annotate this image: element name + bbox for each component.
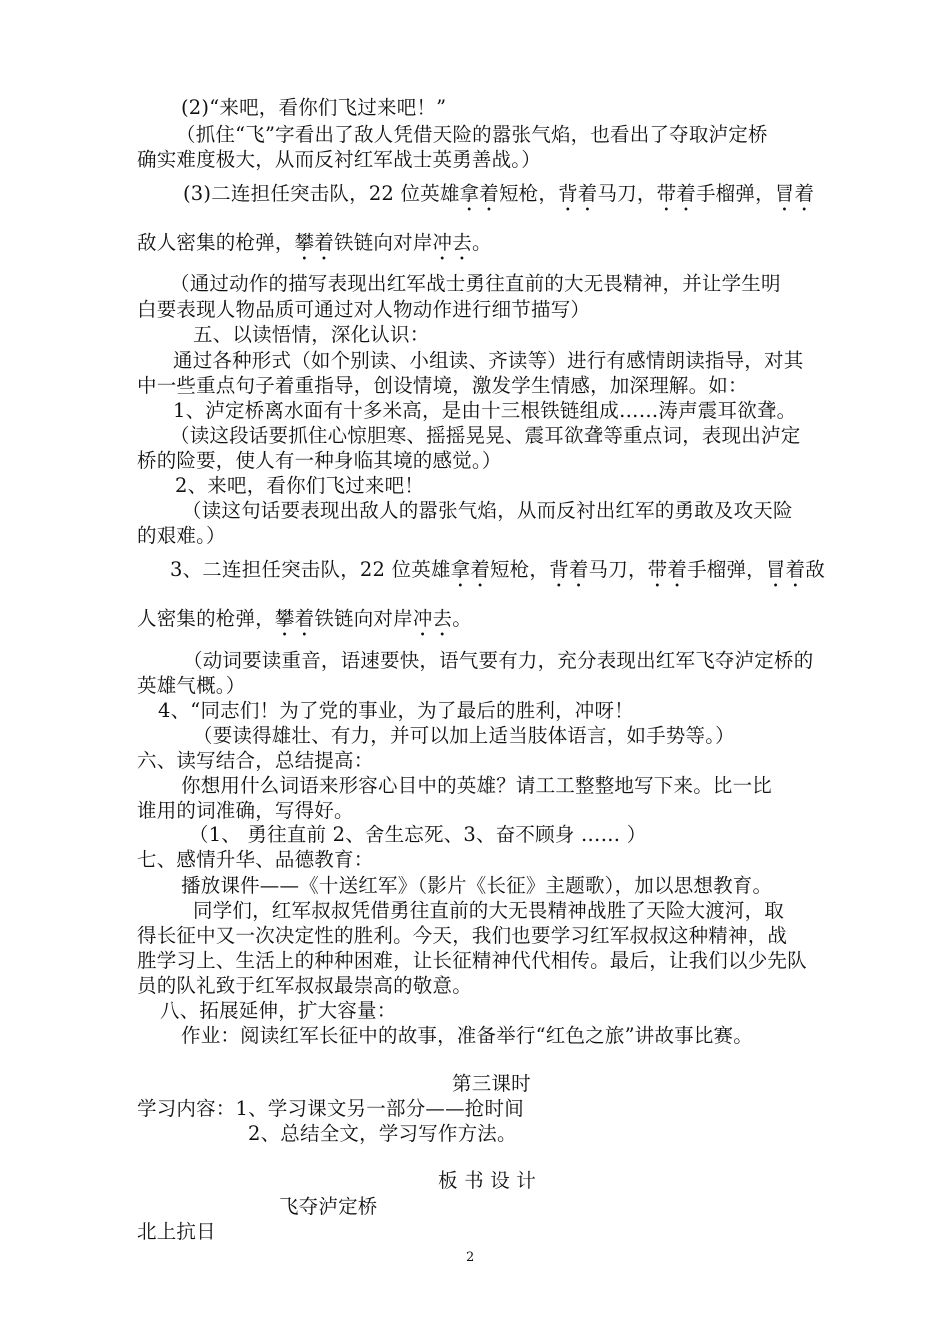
text-line: （通过动作的描写表现出红军战士勇往直前的大无畏精神，并让学生明: [170, 272, 781, 295]
text-line: 白要表现人物品质可通过对人物动作进行细节描写）: [137, 298, 591, 321]
text-line: 员的队礼致于红军叔叔最崇高的敬意。: [137, 974, 472, 997]
text-line: 4、“同志们！为了党的事业，为了最后的胜利，冲呀！: [158, 699, 634, 722]
text-line: (2)“来吧，看你们飞过来吧！”: [181, 96, 447, 119]
text-line: 1、泸定桥离水面有十多米高，是由十三根铁链组成……涛声震耳欲聋。: [173, 399, 797, 422]
board-design-heading: 板 书 设 计: [438, 1169, 536, 1192]
text-line: 通过各种形式（如个别读、小组读、齐读等）进行有感情朗读指导，对其: [173, 349, 804, 372]
text-line: （要读得雄壮、有力，并可以加上适当肢体语言，如手势等。）: [193, 724, 735, 747]
text-line: (3)二连担任突击队，22 位英雄拿着短枪，背着马刀，带着手榴弹，冒着: [183, 182, 815, 205]
text-line: 中一些重点句子着重指导，创设情境，激发学生情感，加深理解。如：: [137, 374, 748, 397]
board-item: 北上抗日: [137, 1220, 216, 1243]
text-line: 桥的险要，使人有一种身临其境的感觉。）: [137, 449, 502, 472]
text-line: 同学们，红军叔叔凭借勇往直前的大无畏精神战胜了天险大渡河，取: [193, 899, 785, 922]
text-line: （1、 勇往直前 2、舍生忘死、3、奋不顾身 …… ）: [189, 823, 647, 846]
text-line: 作业：阅读红军长征中的故事，准备举行“红色之旅”讲故事比赛。: [181, 1024, 753, 1047]
text-line: 确实难度极大，从而反衬红军战士英勇善战。）: [137, 148, 541, 171]
text-line: 播放课件——《十送红军》（影片《长征》主题歌），加以思想教育。: [181, 874, 773, 897]
page-number: 2: [466, 1250, 475, 1265]
text-line: 得长征中又一次决定性的胜利。今天，我们也要学习红军叔叔这种精神，战: [137, 924, 788, 947]
text-line: 英雄气概。）: [137, 674, 246, 697]
text-line: 的艰难。）: [137, 524, 226, 547]
text-line: 3、二连担任突击队，22 位英雄拿着短枪，背着马刀，带着手榴弹，冒着敌: [170, 558, 825, 581]
section-heading: 六、读写结合，总结提高：: [137, 749, 374, 772]
text-line: 你想用什么词语来形容心目中的英雄？请工工整整地写下来。比一比: [181, 774, 773, 797]
text-line: 2、来吧，看你们飞过来吧！: [175, 474, 425, 497]
board-title: 飞夺泸定桥: [279, 1195, 378, 1218]
section-heading: 八、拓展延伸，扩大容量：: [160, 999, 397, 1022]
text-line: （读这段话要抓住心惊胆寒、摇摇晃晃、震耳欲聋等重点词，表现出泸定: [170, 424, 801, 447]
text-line: 人密集的枪弹，攀着铁链向对岸冲去。: [137, 607, 472, 630]
text-line: （动词要读重音，语速要快，语气要有力，充分表现出红军飞夺泸定桥的: [183, 649, 814, 672]
text-line: 敌人密集的枪弹，攀着铁链向对岸冲去。: [137, 231, 492, 254]
section-heading: 五、以读悟情，深化认识：: [193, 323, 430, 346]
text-line: 谁用的词准确，写得好。: [137, 799, 354, 822]
text-line: （读这句话要表现出敌人的嚣张气焰，从而反衬出红军的勇敢及攻天险: [182, 499, 793, 522]
text-line: （抓住“飞”字看出了敌人凭借天险的嚣张气焰，也看出了夺取泸定桥: [176, 123, 768, 146]
section-heading: 七、感情升华、品德教育：: [137, 848, 374, 871]
lesson-heading: 第三课时: [452, 1072, 531, 1095]
text-line: 2、总结全文，学习写作方法。: [248, 1122, 517, 1145]
text-line: 胜学习上、生活上的种种困难，让长征精神代代相传。最后，让我们以少先队: [137, 949, 807, 972]
text-line: 学习内容：1、学习课文另一部分——抢时间: [137, 1097, 524, 1120]
